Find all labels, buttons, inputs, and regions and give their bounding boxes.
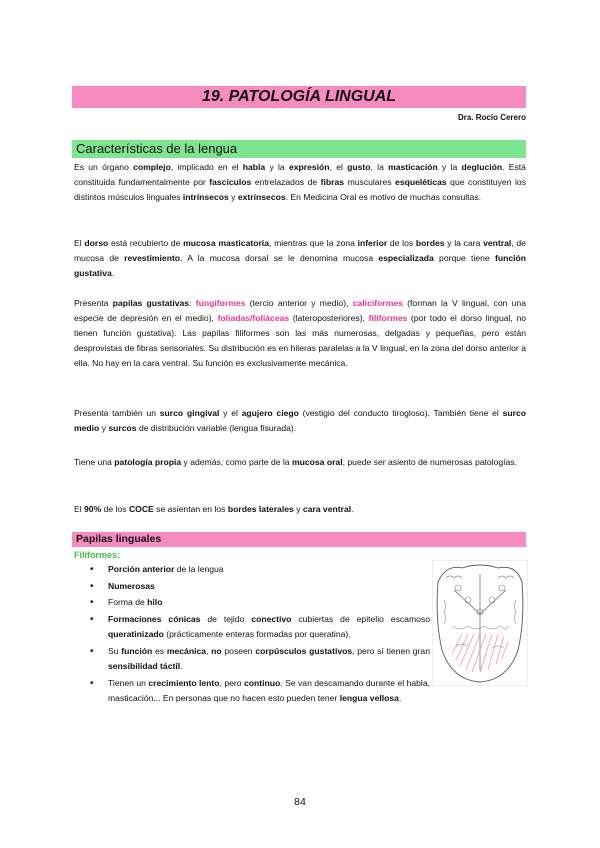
page-number: 84 [294,796,306,808]
bullet-list [88,562,430,708]
section-heading-papilas: Papilas linguales [72,532,526,547]
list-item: • Forma de hilo [88,595,430,611]
author: Dra. Rocío Cerero [457,113,526,122]
paragraph-3: Presenta papilas gustativas: fungiformes (tercio anterior y medio), caliciformes (forman la V lingual, con una especie de depresión en el medio), foliadas/foliáceas (lateroposteriores), filiformes (por todo el dorso lingual, no tienen función gustativa). Las papilas filiformes son las más numerosas, delgadas y pequeñas, pero están desprovistas de fibras sensoriales. Su distribución es en hileras paralelas a la V lingual, en la zona del dorso anterior a ella. No hay en la cara ventral. Su función es exclusivamente mecánica. [74,298,526,368]
list-item: • Formaciones cónicas de tejido conectivo cubiertas de epitelio escamoso queratinizado (prácticamente enteras formadas por queratina). [88,612,430,643]
list-item: • Tienen un crecimiento lento, pero continuo. Se van descamando durante el habla, masticación... En personas que no hacen esto pueden tener lengua vellosa. [88,676,430,707]
paragraph-2: El dorso está recubierto de mucosa masticatoria, mientras que la zona inferior de los bordes y la cara ventral, de mucosa de revestimiento. A la mucosa dorsal se le denomina mucosa especializada porque tiene función gustativa. [74,238,526,278]
tongue-illustration [432,560,528,686]
paragraph-1: Es un órgano complejo, implicado en el habla y la expresión, el gusto, la masticación y la deglución. Está constituida fundamentalmente por fascículos entrelazados de fibras musculares esqueléticas que constituyen los distintos músculos linguales intrínsecos y extrínsecos. En Medicina Oral es motivo de muchas consultas. [74,162,527,202]
paragraph-4: Presenta también un surco gingival y el agujero ciego (vestigio del conducto tirogloso). También tiene el surco medio y surcos de distribución variable (lengua fisurada). [74,408,526,433]
paragraph-5: Tiene una patología propia y además, como parte de la mucosa oral, puede ser asiento de numerosas patologías. [74,457,517,467]
section-heading-caracteristicas: Características de la lengua [72,140,526,158]
list-item: • Numerosas [88,579,430,595]
page-title: 19. PATOLOGÍA LINGUAL [72,86,526,108]
list-item: • Porción anterior de la lengua [88,562,430,578]
paragraph-6: El 90% de los COCE se asientan en los bordes laterales y cara ventral. [74,504,354,514]
subheading-filiformes: Filiformes: [74,550,121,560]
list-item: • Su función es mecánica, no poseen corpúsculos gustativos, pero sí tienen gran sensibilidad táctil. [88,644,430,675]
tongue-sketch-icon [432,560,528,686]
